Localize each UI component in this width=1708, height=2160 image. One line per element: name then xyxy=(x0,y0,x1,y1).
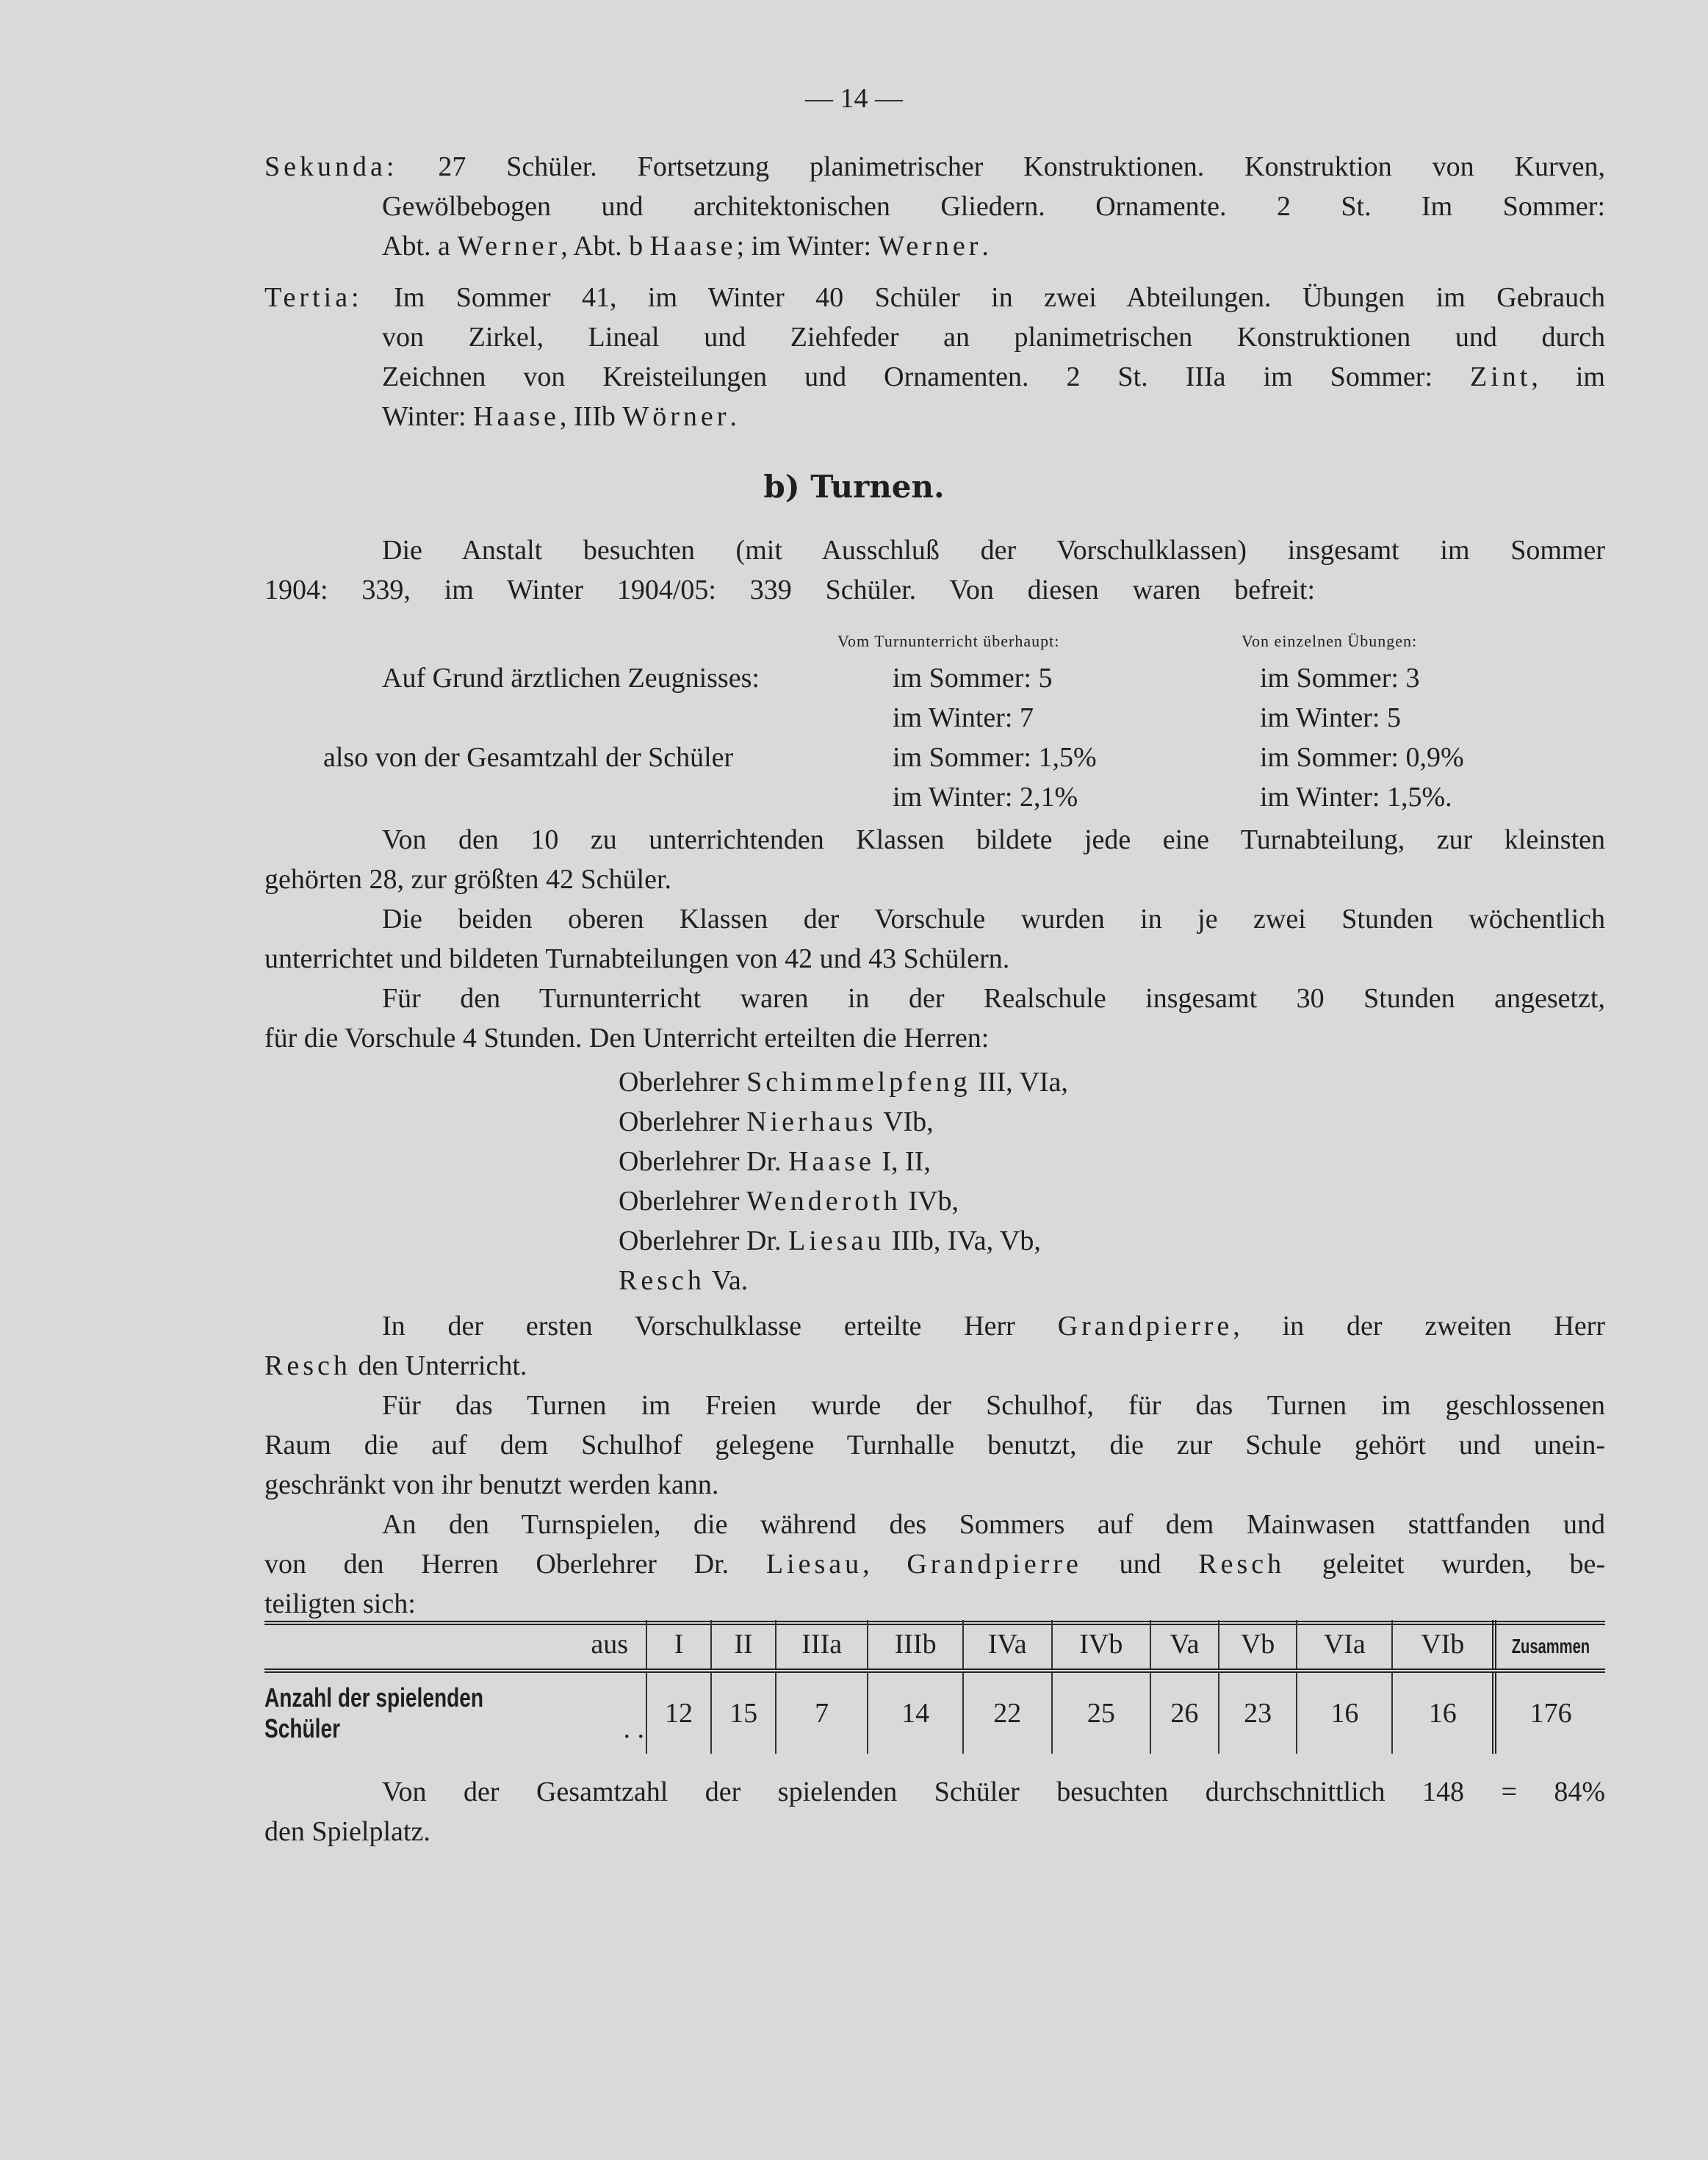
games-value: 15 xyxy=(711,1671,776,1754)
exemptions-c2-r1-sommer: im Sommer: 3 xyxy=(1260,663,1420,694)
tertia-line-4: Winter: Haase, IIIb Wörner. xyxy=(382,401,737,432)
tertia-line-3: Zeichnen von Kreisteilungen und Ornamenten. 2 St. IIIa im Sommer: Zint, im xyxy=(382,361,1605,392)
stunden-line-2: für die Vorschule 4 Stunden. Den Unterricht erteilten die Herren: xyxy=(264,1023,990,1054)
exemptions-row1-label: Auf Grund ärztlichen Zeugnisses: xyxy=(382,663,760,694)
stunden-line-1: Für den Turnunterricht waren in der Realschule insgesamt 30 Stunden angesetzt, xyxy=(382,983,1605,1014)
exemptions-c1-r1-winter: im Winter: 7 xyxy=(893,702,1034,733)
tertia-label: Tertia: xyxy=(264,282,363,313)
games-header-class: Vb xyxy=(1219,1620,1297,1671)
klassen-line-1: Von den 10 zu unterrichtenden Klassen bildete jede eine Turnabteilung, zur kleinsten xyxy=(382,824,1605,855)
teacher-1: Oberlehrer Schimmelpfeng III, VIa, xyxy=(619,1067,1068,1098)
spiele-line-1: An den Turnspielen, die während des Sommers auf dem Mainwasen stattfanden und xyxy=(382,1509,1605,1540)
intro-line-1: Die Anstalt besuchten (mit Ausschluß der Vorschulklassen) insgesamt im Sommer xyxy=(382,535,1605,566)
spiele-line-3: teiligten sich: xyxy=(264,1588,416,1619)
games-header-sum: Zusammen xyxy=(1494,1620,1605,1671)
klassen-line-2: gehörten 28, zur größten 42 Schüler. xyxy=(264,864,672,895)
raum-line-1: Für das Turnen im Freien wurde der Schulhof, für das Turnen im geschlossenen xyxy=(382,1390,1605,1421)
games-value: 26 xyxy=(1150,1671,1219,1754)
games-header-class: IIIa xyxy=(776,1620,868,1671)
teacher-6: Resch Va. xyxy=(619,1265,749,1296)
vorschule-line-2: unterrichtet und bildeten Turnabteilungen von 42 und 43 Schülern. xyxy=(264,943,1010,974)
games-table-header-row xyxy=(264,1620,1605,1671)
exemptions-c1-r2-sommer: im Sommer: 1,5% xyxy=(893,742,1097,773)
teacher-4: Oberlehrer Wenderoth IVb, xyxy=(619,1186,959,1217)
vorschulklasse-line-1: In der ersten Vorschulklasse erteilte Herr Grandpierre, in der zweiten Herr xyxy=(382,1311,1605,1342)
exemptions-column-header-2: Von einzelnen Übungen: xyxy=(1242,632,1418,650)
exemptions-row2-label: also von der Gesamtzahl der Schüler xyxy=(323,742,734,773)
tertia-line-1: Tertia: Im Sommer 41, im Winter 40 Schüler in zwei Abteilungen. Übungen im Gebrauch xyxy=(264,282,1606,313)
games-value: 12 xyxy=(646,1671,711,1754)
tertia-line-2: von Zirkel, Lineal und Ziehfeder an planimetrischen Konstruktionen und durch xyxy=(382,322,1605,353)
games-value: 25 xyxy=(1052,1671,1151,1754)
raum-line-2: Raum die auf dem Schulhof gelegene Turnhalle benutzt, die zur Schule gehört und unein- xyxy=(264,1430,1605,1461)
exemptions-c1-r2-winter: im Winter: 2,1% xyxy=(893,782,1078,813)
exemptions-c2-r2-sommer: im Sommer: 0,9% xyxy=(1260,742,1464,773)
games-row-label: Anzahl der spielenden Schüler . . xyxy=(264,1682,644,1744)
games-header-class: Va xyxy=(1150,1620,1219,1671)
games-total: 176 xyxy=(1494,1671,1605,1754)
games-value: 22 xyxy=(963,1671,1052,1754)
exemptions-column-header-1: Vom Turnunterricht überhaupt: xyxy=(837,632,1060,650)
spiele-line-2: von den Herren Oberlehrer Dr. Liesau, Grandpierre und Resch geleitet wurden, be- xyxy=(264,1549,1606,1580)
games-table xyxy=(264,1620,1605,1754)
vorschulklasse-line-2: Resch den Unterricht. xyxy=(264,1350,527,1381)
exemptions-c2-r2-winter: im Winter: 1,5%. xyxy=(1260,782,1452,813)
games-header-class: IVa xyxy=(963,1620,1052,1671)
teacher-3: Oberlehrer Dr. Haase I, II, xyxy=(619,1146,931,1177)
games-table-value-row xyxy=(264,1671,1605,1754)
games-value: 14 xyxy=(868,1671,963,1754)
intro-line-2: 1904: 339, im Winter 1904/05: 339 Schüler. Von diesen waren befreit: xyxy=(264,575,1315,605)
sekunda-line-3: Abt. a Werner, Abt. b Haase; im Winter: Werner. xyxy=(382,231,989,262)
sekunda-line-1: Sekunda: 27 Schüler. Fortsetzung planimetrischer Konstruktionen. Konstruktion von Kurven, xyxy=(264,151,1605,182)
games-value: 23 xyxy=(1219,1671,1297,1754)
page-number: — 14 — xyxy=(805,83,903,114)
games-header-class: IIIb xyxy=(868,1620,963,1671)
sekunda-label: Sekunda: xyxy=(264,151,398,182)
games-header-label: aus xyxy=(264,1620,646,1671)
games-header-class: VIb xyxy=(1392,1620,1494,1671)
final-line-2: den Spielplatz. xyxy=(264,1816,430,1847)
teacher-5: Oberlehrer Dr. Liesau IIIb, IVa, Vb, xyxy=(619,1225,1041,1256)
games-value: 16 xyxy=(1297,1671,1392,1754)
games-header-class: II xyxy=(711,1620,776,1671)
games-header-class: VIa xyxy=(1297,1620,1392,1671)
games-header-class: I xyxy=(646,1620,711,1671)
raum-line-3: geschränkt von ihr benutzt werden kann. xyxy=(264,1469,719,1500)
final-line-1: Von der Gesamtzahl der spielenden Schüler besuchten durchschnittlich 148 = 84% xyxy=(382,1776,1605,1807)
teacher-2: Oberlehrer Nierhaus VIb, xyxy=(619,1106,934,1137)
sekunda-line-2: Gewölbebogen und architektonischen Gliedern. Ornamente. 2 St. Im Sommer: xyxy=(382,191,1605,222)
exemptions-c2-r1-winter: im Winter: 5 xyxy=(1260,702,1401,733)
games-header-class: IVb xyxy=(1052,1620,1151,1671)
vorschule-line-1: Die beiden oberen Klassen der Vorschule wurden in je zwei Stunden wöchentlich xyxy=(382,904,1605,935)
games-value: 7 xyxy=(776,1671,868,1754)
games-value: 16 xyxy=(1392,1671,1494,1754)
section-heading: b) Turnen. xyxy=(763,469,945,505)
exemptions-c1-r1-sommer: im Sommer: 5 xyxy=(893,663,1053,694)
